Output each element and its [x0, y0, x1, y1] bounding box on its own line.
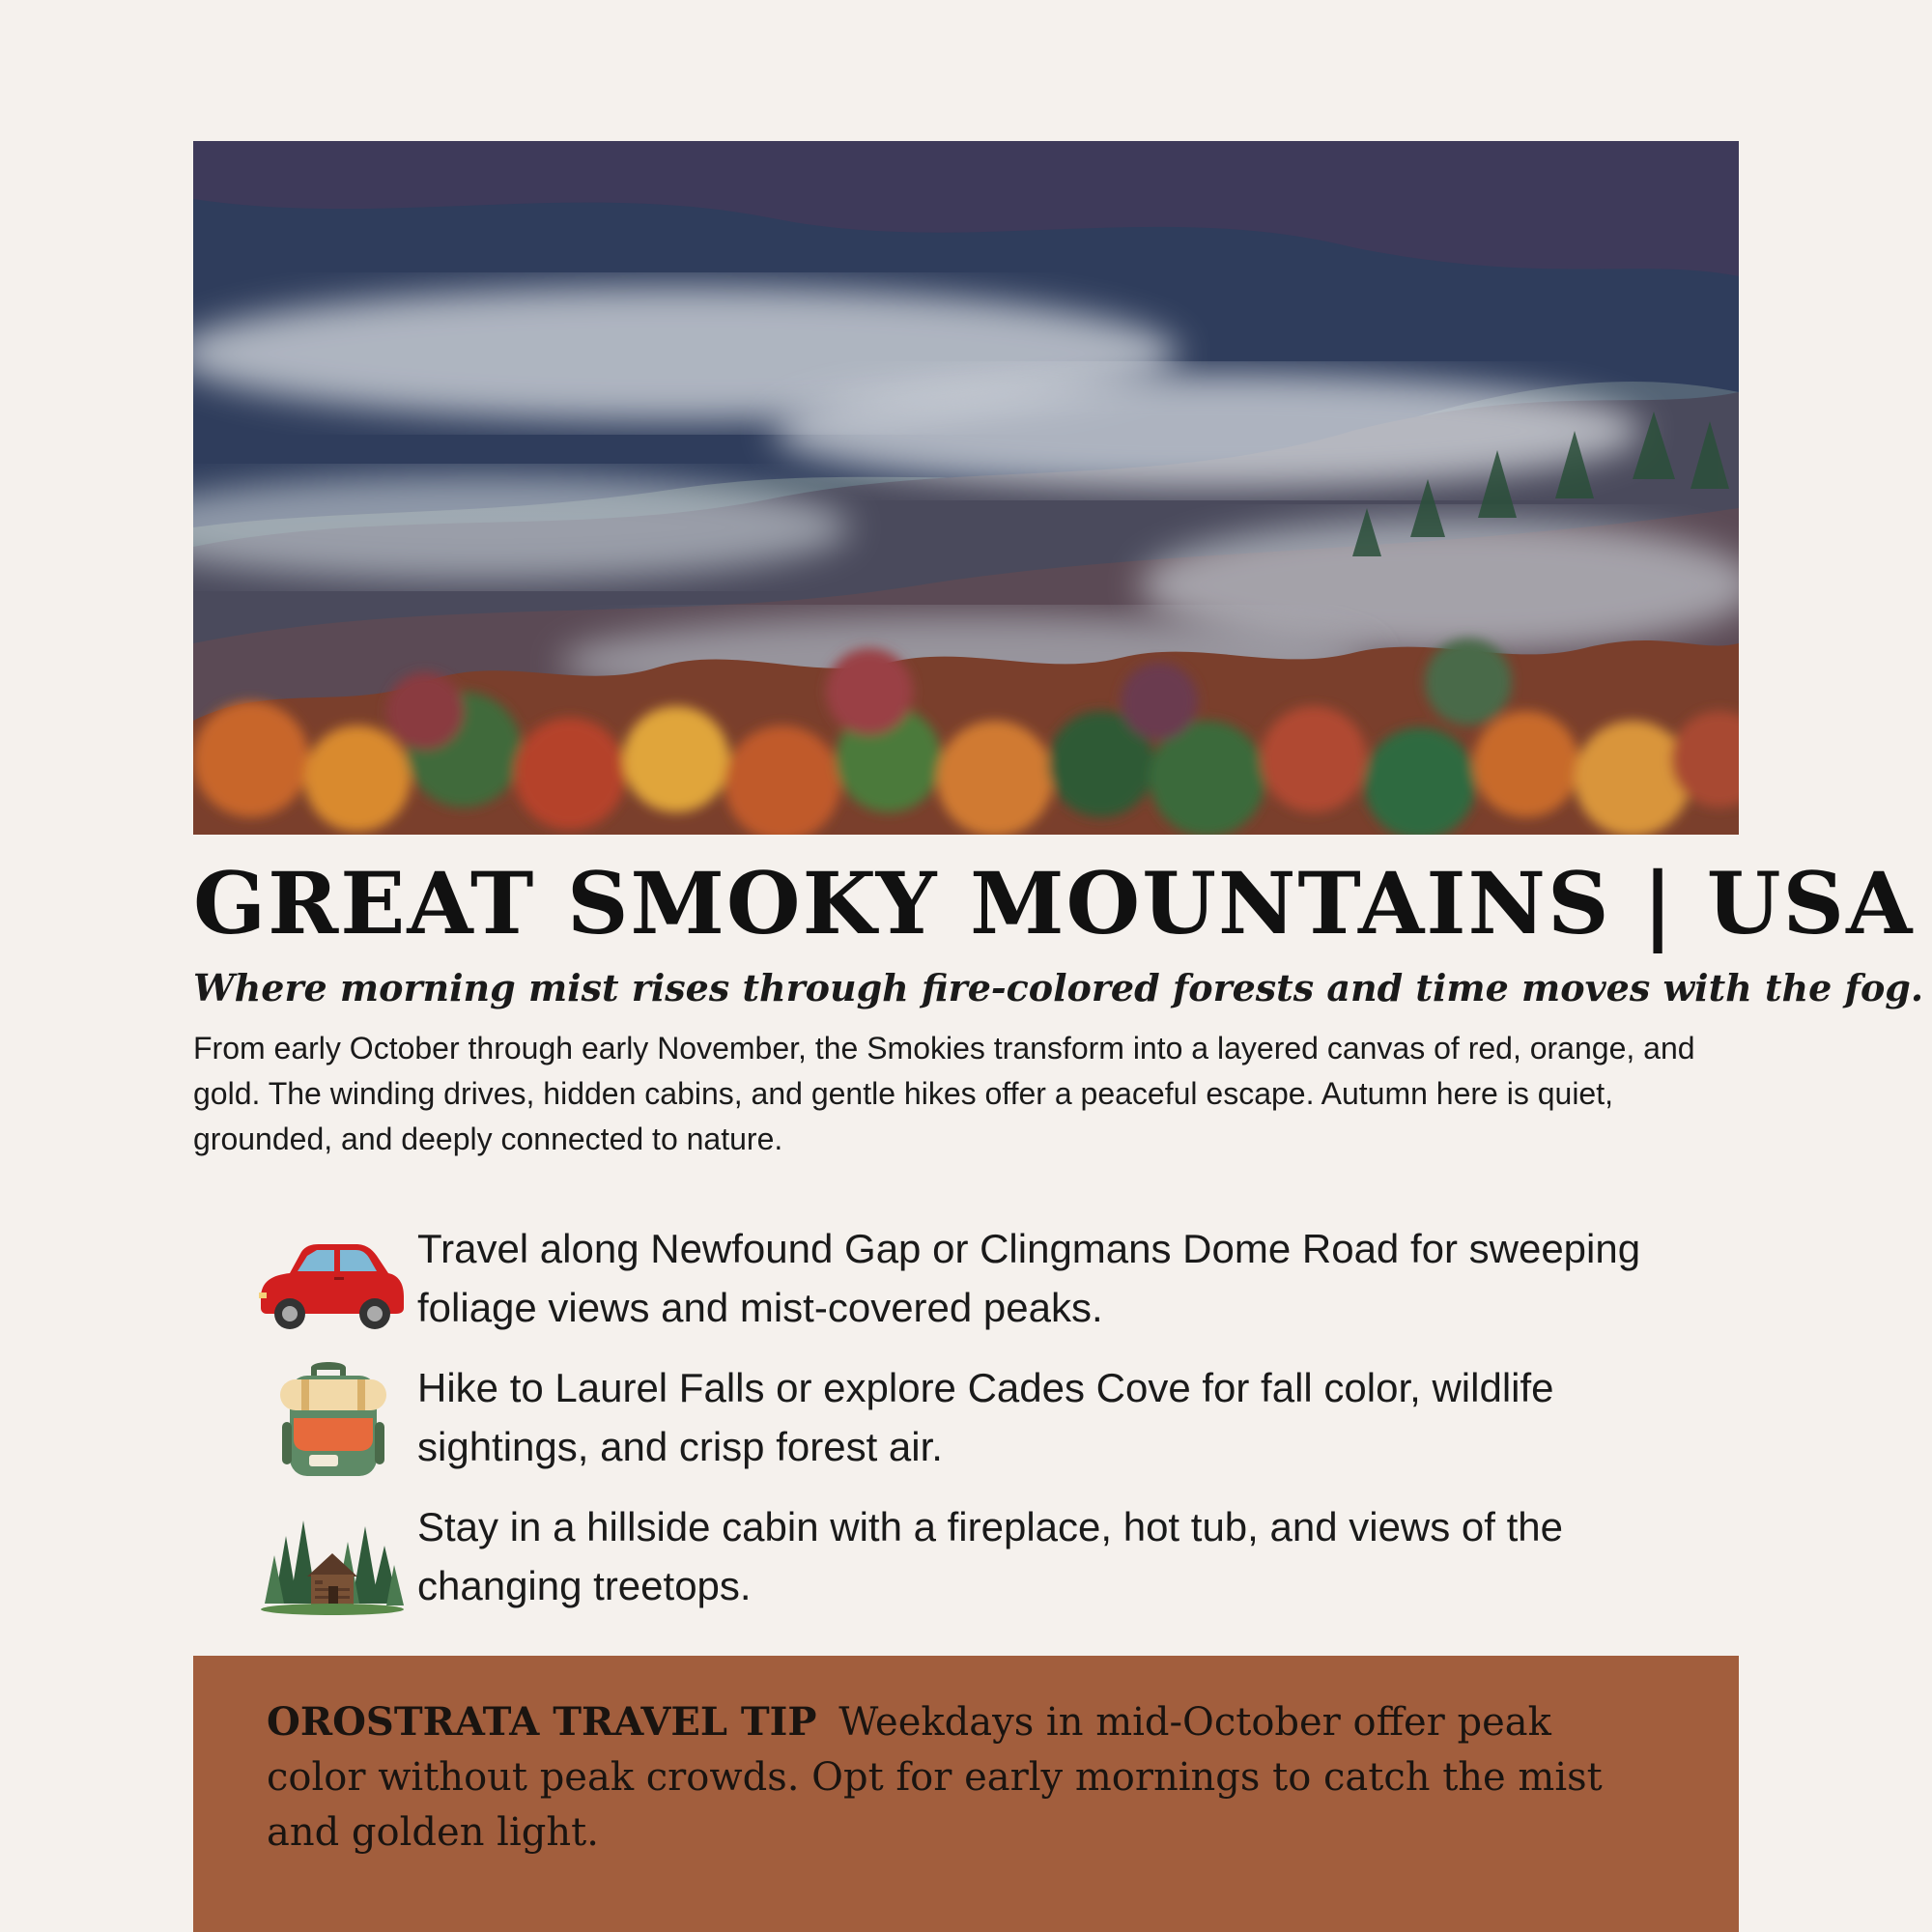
activity-text: Travel along Newfound Gap or Clingmans Dome Road for sweeping foliage views and mist-covered peaks.: [417, 1226, 1641, 1330]
travel-tip-body: Weekdays in mid-October offer peak color without peak crowds. Opt for early mornings to catch the mist and golden light.: [267, 1700, 1603, 1855]
activity-text: Hike to Laurel Falls or explore Cades Cove for fall color, wildlife sightings, and crisp forest air.: [417, 1365, 1554, 1469]
travel-tip-label: OROSTRATA TRAVEL TIP: [267, 1699, 817, 1745]
backpack-icon: [251, 1358, 406, 1484]
page-title: GREAT SMOKY MOUNTAINS | USA: [193, 853, 1915, 953]
misty-forest-illustration: [193, 141, 1739, 835]
travel-tip-box: [193, 1656, 1739, 1932]
intro-paragraph: From early October through early November, the Smokies transform into a layered canvas of red, orange, and gold. The winding drives, hidden cabins, and gentle hikes offer a peaceful escape. Autumn here is quiet, grounded, and deeply connected to nature.: [193, 1031, 1695, 1156]
activity-text: Stay in a hillside cabin with a fireplace, hot tub, and views of the changing treetops.: [417, 1504, 1564, 1608]
car-icon: [251, 1219, 406, 1345]
travel-tip-text: [267, 1694, 1658, 1861]
list-item: [251, 1358, 1739, 1484]
cabin-icon: [251, 1497, 406, 1623]
list-item: [251, 1219, 1739, 1345]
hero-image: [193, 141, 1739, 835]
page-subtitle: Where morning mist rises through fire-colored forests and time moves with the fog.: [193, 966, 1924, 1009]
list-item: [251, 1497, 1739, 1623]
